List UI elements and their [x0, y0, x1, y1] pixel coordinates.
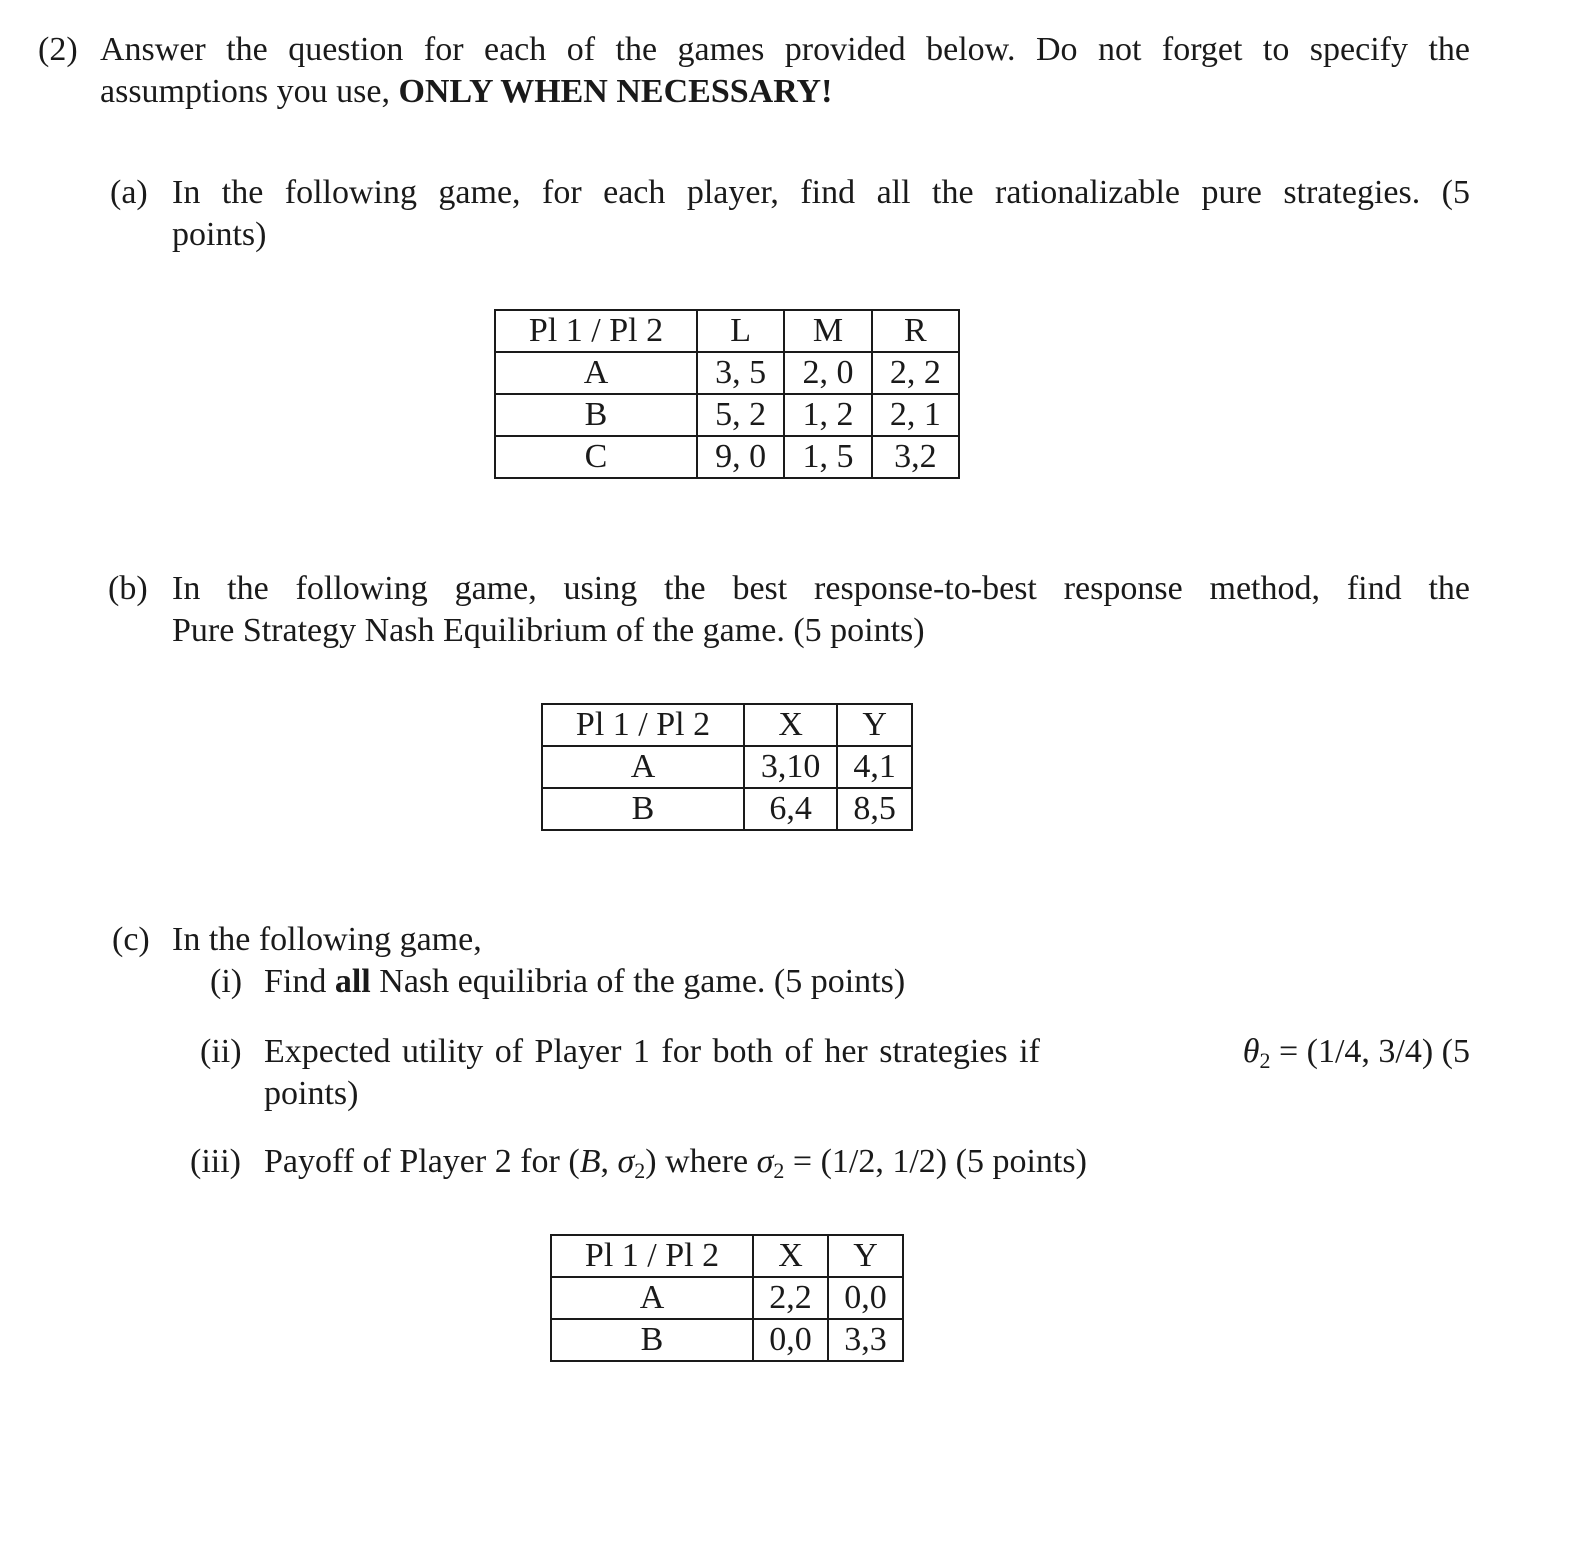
question-text-line1: Answer the question for each of the games provided below. Do not forget to specify the: [100, 31, 1470, 68]
part-c-iii-label: (iii): [190, 1143, 241, 1180]
table-header-row: [495, 310, 959, 352]
payoff-cell: 3,3: [828, 1319, 903, 1361]
part-b-text-line2: Pure Strategy Nash Equilibrium of the game. (5 points): [172, 612, 925, 649]
part-c-iii-mid: ) where: [645, 1143, 749, 1180]
column-header: L: [697, 310, 784, 352]
payoff-cell: 6,4: [744, 788, 837, 830]
row-header: A: [542, 746, 744, 788]
payoff-cell: 8,5: [837, 788, 912, 830]
column-header: Y: [828, 1235, 903, 1277]
table-corner: Pl 1 / Pl 2: [551, 1235, 753, 1277]
table-row: [495, 436, 959, 478]
column-header: M: [784, 310, 871, 352]
table-row: [495, 394, 959, 436]
payoff-cell: 1, 2: [784, 394, 871, 436]
row-header: A: [495, 352, 697, 394]
theta-symbol: θ: [1242, 1033, 1260, 1070]
part-c-i-prefix: Find: [264, 963, 327, 1000]
table-header-row: [542, 704, 912, 746]
part-b-text-line1: In the following game, using the best response-to-best response method, find the: [172, 570, 1470, 607]
table-corner: Pl 1 / Pl 2: [495, 310, 697, 352]
part-c-ii-text-line1: [264, 1032, 1470, 1081]
table-row: [542, 788, 912, 830]
part-c-ii-label: (ii): [200, 1033, 242, 1070]
payoff-table-b: [541, 703, 913, 831]
payoff-cell: 2, 1: [872, 394, 959, 436]
part-c-iii-sep: ,: [600, 1143, 618, 1180]
payoff-cell: 2, 2: [872, 352, 959, 394]
column-header: X: [753, 1235, 828, 1277]
question-number: (2): [38, 31, 78, 68]
column-header: R: [872, 310, 959, 352]
question-text-line2: [100, 72, 832, 112]
part-a-label: (a): [110, 174, 148, 211]
column-header: X: [744, 704, 837, 746]
part-c-i-text: [264, 962, 905, 1002]
part-c-ii-math: [1243, 1032, 1470, 1081]
part-a-text-line2: points): [172, 216, 267, 253]
payoff-table-c: [550, 1234, 904, 1362]
row-header: A: [551, 1277, 753, 1319]
part-b-label: (b): [108, 570, 148, 607]
payoff-cell: 3,2: [872, 436, 959, 478]
table-row: [495, 352, 959, 394]
row-header: C: [495, 436, 697, 478]
sigma-subscript: 2: [634, 1158, 646, 1183]
table-corner: Pl 1 / Pl 2: [542, 704, 744, 746]
payoff-cell: 2, 0: [784, 352, 871, 394]
sigma-subscript: 2: [773, 1158, 785, 1183]
sigma-symbol: σ: [756, 1143, 774, 1180]
part-c-ii-text-line2: points): [264, 1075, 359, 1112]
payoff-cell: 0,0: [828, 1277, 903, 1319]
question-line2-emphasis: ONLY WHEN NECESSARY!: [398, 73, 833, 110]
payoff-cell: 3,10: [744, 746, 837, 788]
part-c-ii-text: Expected utility of Player 1 for both of her strategies if: [264, 1033, 1040, 1070]
part-c-ii-value: = (1/4, 3/4) (5: [1278, 1033, 1470, 1070]
table-header-row: [551, 1235, 903, 1277]
row-header: B: [542, 788, 744, 830]
payoff-table-a: [494, 309, 960, 479]
payoff-cell: 2,2: [753, 1277, 828, 1319]
part-c-iii-text: [264, 1142, 1087, 1191]
table-row: [542, 746, 912, 788]
row-header: B: [551, 1319, 753, 1361]
question-line2-prefix: assumptions you use,: [100, 73, 390, 110]
payoff-cell: 9, 0: [697, 436, 784, 478]
column-header: Y: [837, 704, 912, 746]
strategy-b: B: [579, 1143, 601, 1180]
payoff-cell: 4,1: [837, 746, 912, 788]
payoff-cell: 3, 5: [697, 352, 784, 394]
table-row: [551, 1277, 903, 1319]
payoff-cell: 5, 2: [697, 394, 784, 436]
part-a-text-line1: In the following game, for each player, find all the rationalizable pure strategies. (5: [172, 174, 1470, 211]
payoff-cell: 1, 5: [784, 436, 871, 478]
part-c-iii-prefix: Payoff of Player 2 for (: [264, 1143, 580, 1180]
part-c-iii-suffix: = (1/2, 1/2) (5 points): [792, 1143, 1087, 1180]
theta-subscript: 2: [1259, 1048, 1271, 1073]
payoff-cell: 0,0: [753, 1319, 828, 1361]
part-c-i-bold: all: [334, 963, 371, 1000]
part-c-i-label: (i): [210, 963, 243, 1000]
row-header: B: [495, 394, 697, 436]
part-c-label: (c): [112, 921, 150, 958]
table-row: [551, 1319, 903, 1361]
sigma-symbol: σ: [617, 1143, 635, 1180]
part-c-intro: In the following game,: [172, 921, 482, 958]
part-c-i-suffix: Nash equilibria of the game. (5 points): [379, 963, 906, 1000]
